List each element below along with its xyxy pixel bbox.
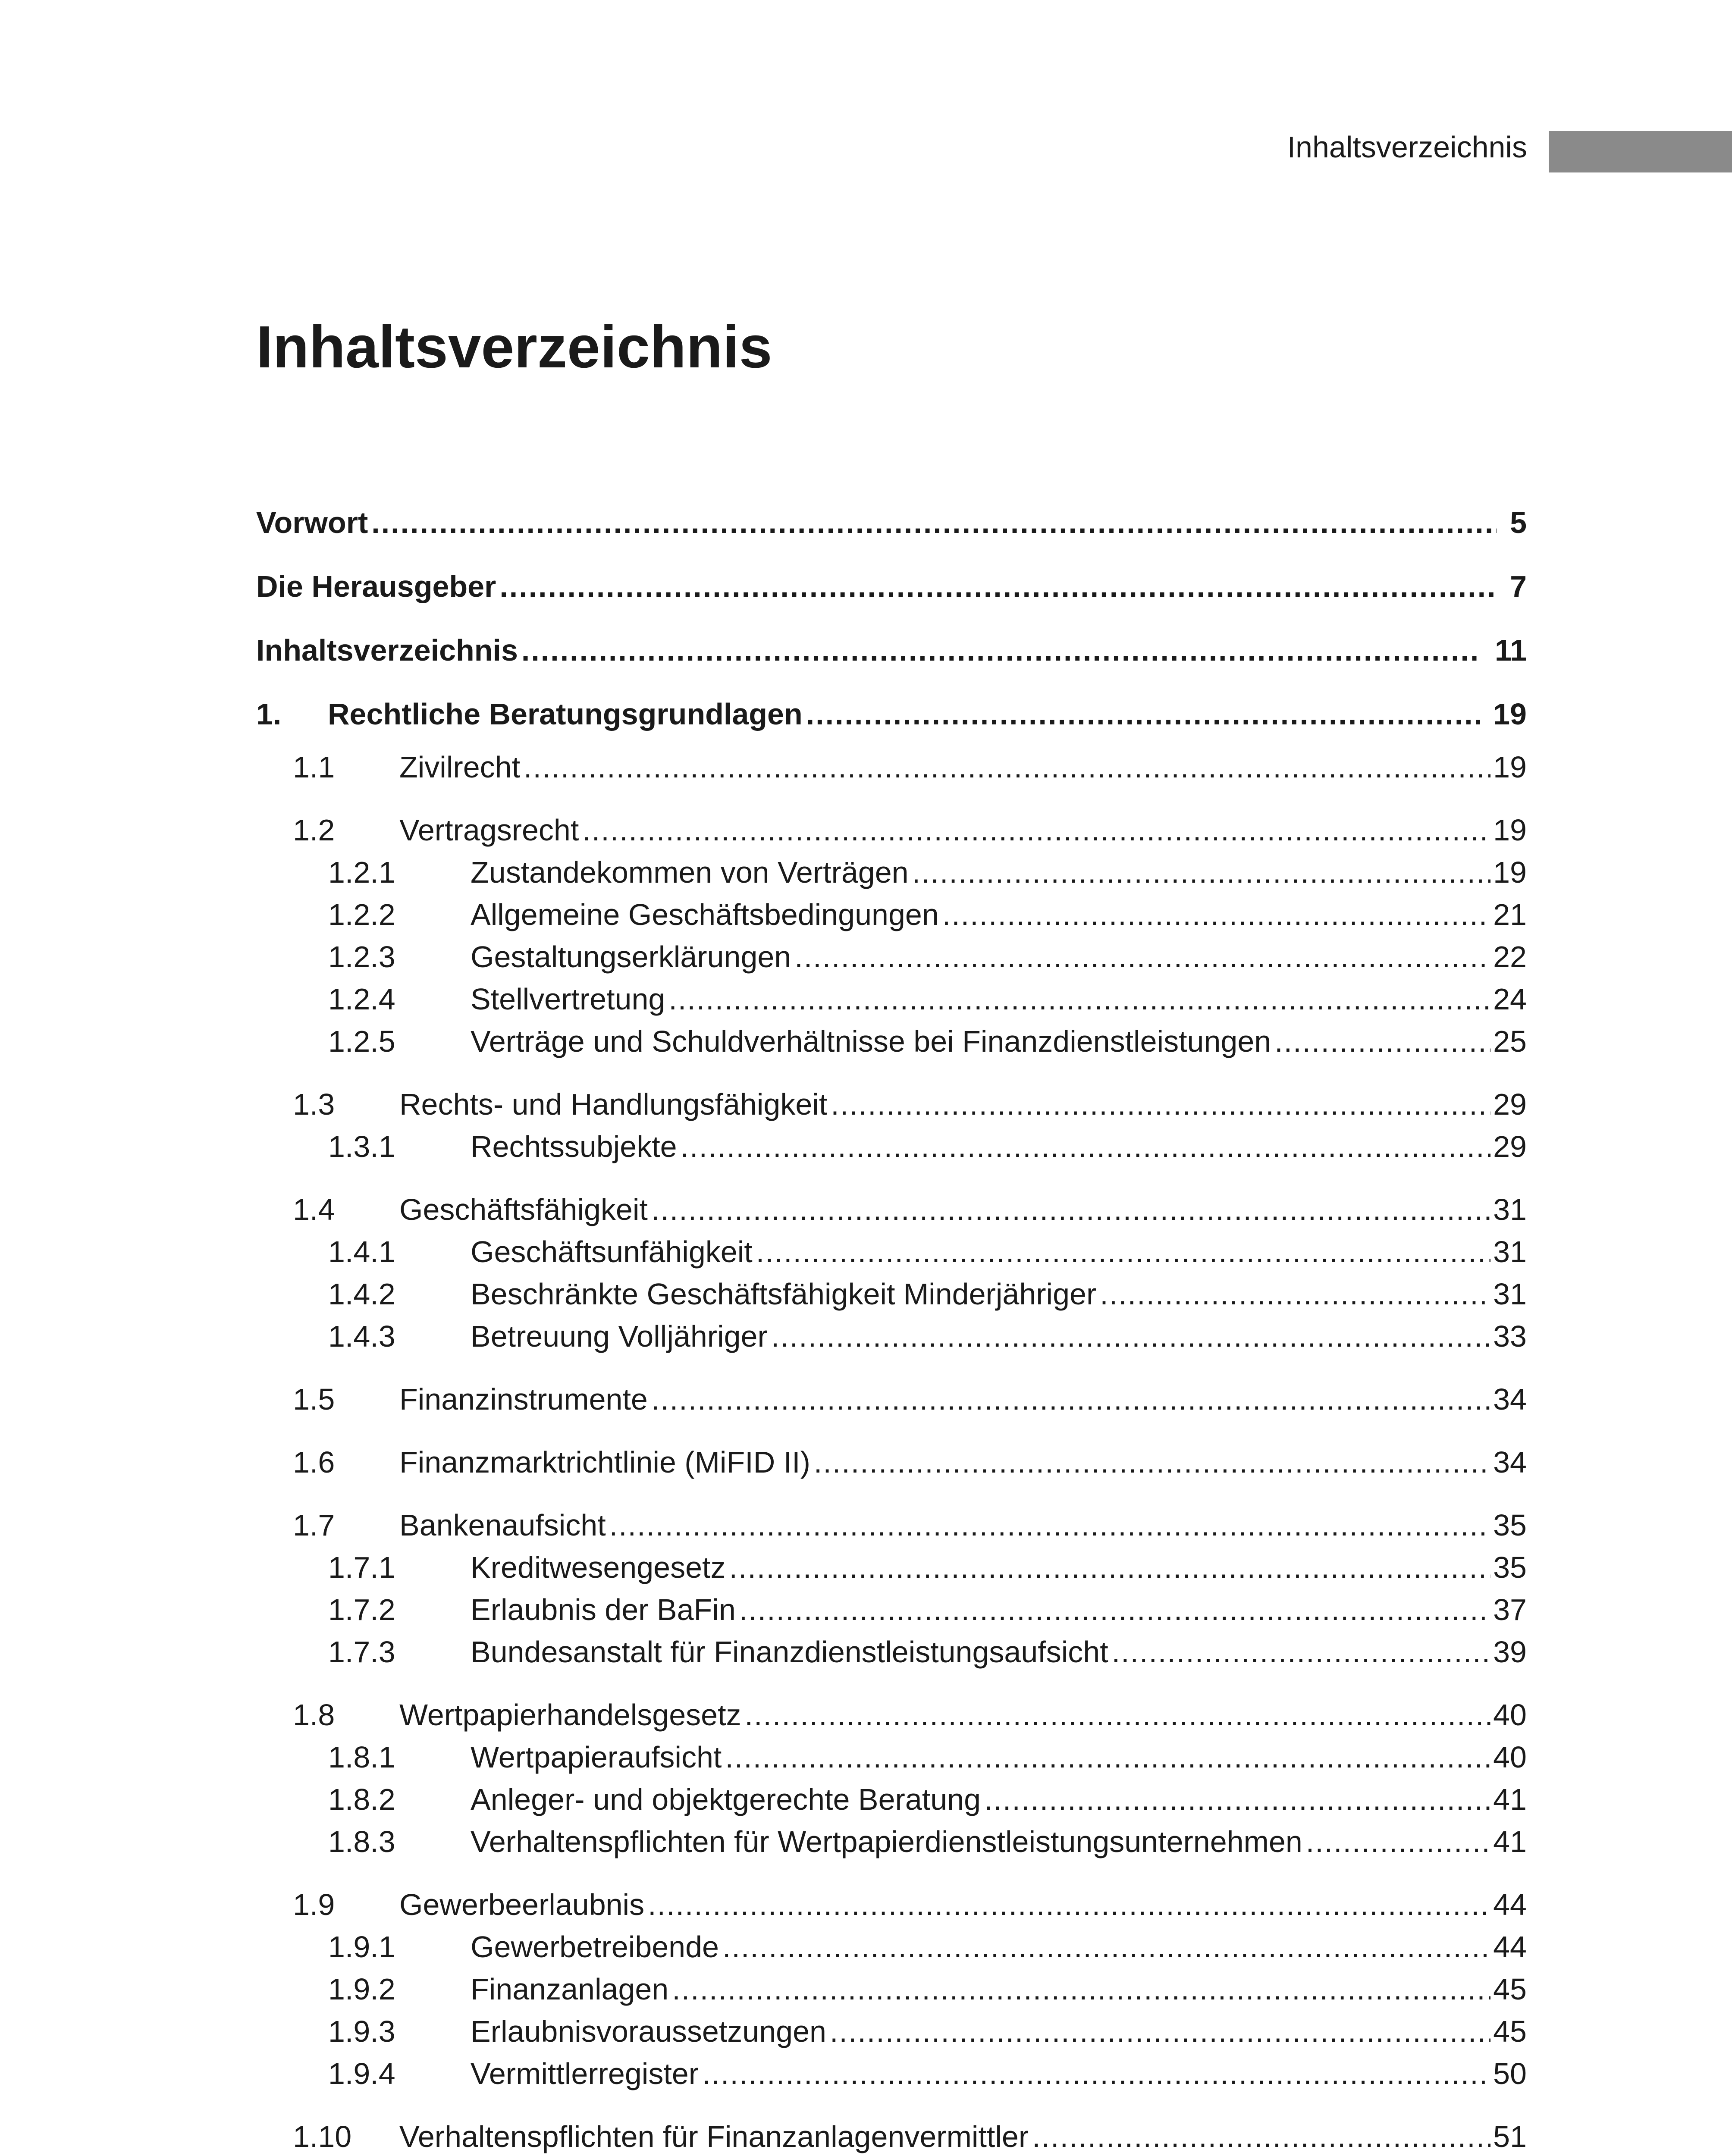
- toc-entry[interactable]: [256, 682, 1527, 746]
- toc-entry-row: [399, 2115, 1527, 2156]
- toc-entry-title: Gewerbetreibende: [471, 1930, 719, 1964]
- page-title: Inhaltsverzeichnis: [256, 314, 772, 380]
- toc-leader-dots: [771, 1315, 1490, 1357]
- toc-entry[interactable]: [256, 1188, 1527, 1231]
- toc-leader-dots: [794, 936, 1490, 978]
- toc-entry-row: [471, 893, 1527, 936]
- toc-entry-title: Zustandekommen von Verträgen: [471, 856, 909, 889]
- toc-entry-row: [399, 1188, 1527, 1231]
- toc-entry-page: 34: [1493, 1382, 1527, 1416]
- toc-entry-title: Wertpapieraufsicht: [471, 1740, 722, 1774]
- toc-entry-number: 1.2.3: [328, 940, 395, 974]
- toc-entry[interactable]: [256, 1441, 1527, 1483]
- toc-entry-number: 1.2: [293, 813, 335, 847]
- toc-leader-dots: [722, 1926, 1490, 1968]
- toc-entry[interactable]: [256, 555, 1527, 618]
- toc-entry-title: Die Herausgeber: [256, 570, 496, 603]
- toc-entry-number: 1.6: [293, 1445, 335, 1479]
- toc-entry-title: Erlaubnisvoraussetzungen: [471, 2015, 826, 2048]
- toc-entry[interactable]: [256, 978, 1527, 1020]
- toc-entry-page: 25: [1493, 1025, 1527, 1058]
- toc-entry-page: 33: [1493, 1319, 1527, 1353]
- toc-entry[interactable]: [256, 1968, 1527, 2010]
- toc-entry-row: [471, 1736, 1527, 1778]
- toc-entry-title: Bundesanstalt für Finanzdienstleistungsaufsicht: [471, 1635, 1108, 1669]
- toc-entry-title: Rechts- und Handlungsfähigkeit: [399, 1087, 828, 1121]
- toc-entry-number: 1.2.4: [328, 982, 395, 1016]
- toc-entry-row: [471, 1968, 1527, 2010]
- toc-entry-page: 19: [1493, 856, 1527, 889]
- toc-leader-dots: [942, 893, 1490, 936]
- toc-entry[interactable]: [256, 1778, 1527, 1821]
- toc-entry[interactable]: [256, 1694, 1527, 1736]
- toc-entry-number: 1.4.1: [328, 1235, 395, 1269]
- toc-entry[interactable]: [256, 809, 1527, 851]
- toc-entry-page: 37: [1493, 1593, 1527, 1626]
- toc-entry-title: Inhaltsverzeichnis: [256, 633, 518, 667]
- toc-entry[interactable]: [256, 1231, 1527, 1273]
- toc-entry-page: 45: [1493, 2015, 1527, 2048]
- toc-entry-row: [399, 1694, 1527, 1736]
- toc-entry-page: 35: [1493, 1551, 1527, 1584]
- table-of-contents: [256, 491, 1527, 2156]
- toc-entry[interactable]: [256, 1631, 1527, 1673]
- toc-entry-page: 11: [1495, 633, 1527, 667]
- toc-entry-row: [399, 809, 1527, 851]
- toc-leader-dots: [1306, 1821, 1490, 1863]
- toc-entry-page: 19: [1493, 813, 1527, 847]
- toc-entry-page: 45: [1493, 1972, 1527, 2006]
- toc-entry-row: [471, 1778, 1527, 1821]
- toc-leader-dots: [984, 1778, 1490, 1821]
- toc-entry-number: 1.3.1: [328, 1130, 395, 1163]
- toc-entry-row: [471, 851, 1527, 893]
- toc-entry-page: 40: [1493, 1698, 1527, 1732]
- toc-entry-number: 1.2.2: [328, 898, 395, 931]
- toc-entry-title: Wertpapierhandelsgesetz: [399, 1698, 741, 1732]
- toc-entry-number: 1.8.1: [328, 1740, 395, 1774]
- toc-leader-dots: [681, 1125, 1491, 1168]
- toc-entry[interactable]: [256, 1273, 1527, 1315]
- toc-entry-title: Verhaltenspflichten für Finanzanlagenvermittler: [399, 2120, 1029, 2153]
- toc-entry[interactable]: [256, 893, 1527, 936]
- toc-entry-row: [328, 682, 1527, 746]
- toc-leader-dots: [648, 1883, 1490, 1926]
- toc-leader-dots: [651, 1378, 1490, 1420]
- toc-leader-dots: [672, 1968, 1490, 2010]
- toc-leader-dots: [1100, 1273, 1490, 1315]
- toc-entry-page: 29: [1493, 1130, 1527, 1163]
- toc-entry[interactable]: [256, 936, 1527, 978]
- toc-entry-page: 44: [1493, 1888, 1527, 1921]
- toc-entry-page: 7: [1510, 570, 1527, 603]
- toc-entry-row: [399, 1378, 1527, 1420]
- toc-entry-number: 1.7: [293, 1508, 335, 1542]
- toc-entry-title: Betreuung Volljähriger: [471, 1319, 768, 1353]
- header-tab-bar: [1549, 131, 1732, 172]
- toc-entry-title: Rechtssubjekte: [471, 1130, 677, 1163]
- toc-entry[interactable]: [256, 1083, 1527, 1125]
- toc-entry-page: 41: [1493, 1825, 1527, 1858]
- toc-entry-number: 1.9: [293, 1888, 335, 1921]
- toc-entry[interactable]: [256, 1315, 1527, 1357]
- toc-entry-row: [471, 1315, 1527, 1357]
- toc-leader-dots: [702, 2053, 1490, 2095]
- toc-entry[interactable]: [256, 851, 1527, 893]
- toc-entry-page: 31: [1493, 1193, 1527, 1226]
- toc-entry[interactable]: [256, 491, 1527, 555]
- toc-entry-number: 1.3: [293, 1087, 335, 1121]
- toc-entry-title: Verträge und Schuldverhältnisse bei Finanzdienstleistungen: [471, 1025, 1271, 1058]
- toc-entry-number: 1.2.5: [328, 1025, 395, 1058]
- toc-leader-dots: [831, 1083, 1490, 1125]
- toc-entry[interactable]: [256, 1125, 1527, 1168]
- toc-entry[interactable]: [256, 1378, 1527, 1420]
- toc-leader-dots: [1032, 2115, 1490, 2156]
- toc-entry-title: Vermittlerregister: [471, 2057, 699, 2090]
- toc-leader-dots: [830, 2010, 1490, 2053]
- toc-leader-dots: [806, 682, 1480, 746]
- toc-entry-page: 31: [1493, 1277, 1527, 1311]
- toc-entry-page: 50: [1493, 2057, 1527, 2090]
- toc-entry-title: Rechtliche Beratungsgrundlagen: [328, 697, 803, 731]
- toc-entry-row: [399, 1883, 1527, 1926]
- toc-entry[interactable]: [256, 1821, 1527, 1863]
- toc-entry-title: Stellvertretung: [471, 982, 665, 1016]
- toc-entry-number: 1.4.3: [328, 1319, 395, 1353]
- toc-entry-row: [471, 1546, 1527, 1589]
- toc-entry-row: [399, 1441, 1527, 1483]
- toc-entry-row: [471, 2010, 1527, 2053]
- toc-entry-page: 29: [1493, 1087, 1527, 1121]
- toc-leader-dots: [651, 1188, 1490, 1231]
- toc-leader-dots: [739, 1589, 1490, 1631]
- toc-entry-page: 31: [1493, 1235, 1527, 1269]
- toc-leader-dots: [668, 978, 1490, 1020]
- toc-entry-page: 51: [1493, 2120, 1527, 2153]
- toc-entry-title: Finanzanlagen: [471, 1972, 669, 2006]
- toc-entry-row: [256, 491, 1527, 555]
- toc-entry-title: Allgemeine Geschäftsbedingungen: [471, 898, 939, 931]
- toc-entry-page: 22: [1493, 940, 1527, 974]
- toc-entry-row: [399, 1504, 1527, 1546]
- toc-leader-dots: [756, 1231, 1490, 1273]
- toc-leader-dots: [582, 809, 1490, 851]
- running-header: Inhaltsverzeichnis: [1287, 130, 1527, 164]
- toc-entry-number: 1.7.2: [328, 1593, 395, 1626]
- toc-entry-title: Geschäftsunfähigkeit: [471, 1235, 753, 1269]
- toc-leader-dots: [912, 851, 1491, 893]
- toc-entry[interactable]: [256, 1504, 1527, 1546]
- toc-leader-dots: [524, 746, 1490, 788]
- toc-entry-title: Gestaltungserklärungen: [471, 940, 791, 974]
- toc-entry-title: Beschränkte Geschäftsfähigkeit Minderjähriger: [471, 1277, 1097, 1311]
- toc-leader-dots: [814, 1441, 1490, 1483]
- toc-entry[interactable]: [256, 2053, 1527, 2095]
- toc-entry-number: 1.5: [293, 1382, 335, 1416]
- toc-entry-number: 1.4.2: [328, 1277, 395, 1311]
- toc-entry-number: 1.8: [293, 1698, 335, 1732]
- toc-entry[interactable]: [256, 1926, 1527, 1968]
- toc-entry-title: Bankenaufsicht: [399, 1508, 606, 1542]
- toc-leader-dots: [745, 1694, 1491, 1736]
- toc-entry-title: Vertragsrecht: [399, 813, 579, 847]
- toc-entry-row: [399, 1083, 1527, 1125]
- toc-entry[interactable]: [256, 618, 1527, 682]
- toc-entry-row: [471, 936, 1527, 978]
- toc-entry-number: 1.9.2: [328, 1972, 395, 2006]
- toc-entry-title: Finanzmarktrichtlinie (MiFID II): [399, 1445, 810, 1479]
- toc-entry-page: 34: [1493, 1445, 1527, 1479]
- toc-entry[interactable]: [256, 746, 1527, 788]
- toc-entry-title: Zivilrecht: [399, 750, 521, 784]
- toc-entry-number: 1.9.1: [328, 1930, 395, 1964]
- toc-entry-row: [471, 1631, 1527, 1673]
- toc-entry-title: Kreditwesengesetz: [471, 1551, 726, 1584]
- toc-entry-page: 19: [1493, 750, 1527, 784]
- toc-entry-title: Anleger- und objektgerechte Beratung: [471, 1783, 981, 1816]
- toc-entry-title: Finanzinstrumente: [399, 1382, 648, 1416]
- toc-entry-page: 41: [1493, 1783, 1527, 1816]
- toc-entry-title: Geschäftsfähigkeit: [399, 1193, 648, 1226]
- toc-entry-page: 35: [1493, 1508, 1527, 1542]
- toc-entry-page: 40: [1493, 1740, 1527, 1774]
- toc-entry-row: [471, 1273, 1527, 1315]
- toc-entry-row: [471, 1125, 1527, 1168]
- toc-entry-number: 1.: [256, 697, 282, 731]
- toc-entry-title: Gewerbeerlaubnis: [399, 1888, 645, 1921]
- toc-leader-dots: [499, 555, 1497, 618]
- toc-entry-title: Vorwort: [256, 506, 368, 539]
- toc-entry-page: 44: [1493, 1930, 1527, 1964]
- toc-entry-row: [471, 2053, 1527, 2095]
- toc-entry-number: 1.7.1: [328, 1551, 395, 1584]
- toc-entry-page: 19: [1493, 697, 1527, 731]
- toc-entry-title: Verhaltenspflichten für Wertpapierdienstleistungsunternehmen: [471, 1825, 1302, 1858]
- toc-entry-row: [471, 1821, 1527, 1863]
- toc-leader-dots: [729, 1546, 1490, 1589]
- toc-entry-row: [399, 746, 1527, 788]
- toc-entry-number: 1.9.3: [328, 2015, 395, 2048]
- toc-entry-page: 39: [1493, 1635, 1527, 1669]
- toc-entry[interactable]: [256, 1589, 1527, 1631]
- toc-entry-page: 21: [1493, 898, 1527, 931]
- toc-entry-number: 1.8.2: [328, 1783, 395, 1816]
- toc-entry[interactable]: [256, 1546, 1527, 1589]
- toc-entry-number: 1.2.1: [328, 856, 395, 889]
- toc-entry-row: [471, 1926, 1527, 1968]
- toc-entry-row: [471, 1589, 1527, 1631]
- toc-entry-title: Erlaubnis der BaFin: [471, 1593, 736, 1626]
- toc-leader-dots: [371, 491, 1497, 555]
- toc-entry-number: 1.8.3: [328, 1825, 395, 1858]
- toc-entry[interactable]: [256, 1020, 1527, 1062]
- toc-entry-row: [471, 1231, 1527, 1273]
- toc-entry-row: [256, 555, 1527, 618]
- toc-entry-row: [256, 618, 1527, 682]
- toc-entry-row: [471, 978, 1527, 1020]
- toc-entry-row: [471, 1020, 1527, 1062]
- toc-leader-dots: [521, 618, 1482, 682]
- toc-leader-dots: [609, 1504, 1490, 1546]
- toc-entry-number: 1.4: [293, 1193, 335, 1226]
- toc-leader-dots: [1274, 1020, 1490, 1062]
- toc-entry-number: 1.7.3: [328, 1635, 395, 1669]
- toc-entry-number: 1.9.4: [328, 2057, 395, 2090]
- toc-entry[interactable]: [256, 2115, 1527, 2156]
- toc-leader-dots: [725, 1736, 1490, 1778]
- toc-entry[interactable]: [256, 2010, 1527, 2053]
- toc-entry-page: 24: [1493, 982, 1527, 1016]
- toc-entry[interactable]: [256, 1883, 1527, 1926]
- toc-entry[interactable]: [256, 1736, 1527, 1778]
- toc-entry-number: 1.10: [293, 2120, 352, 2153]
- toc-leader-dots: [1112, 1631, 1490, 1673]
- toc-entry-number: 1.1: [293, 750, 335, 784]
- toc-entry-page: 5: [1510, 506, 1527, 539]
